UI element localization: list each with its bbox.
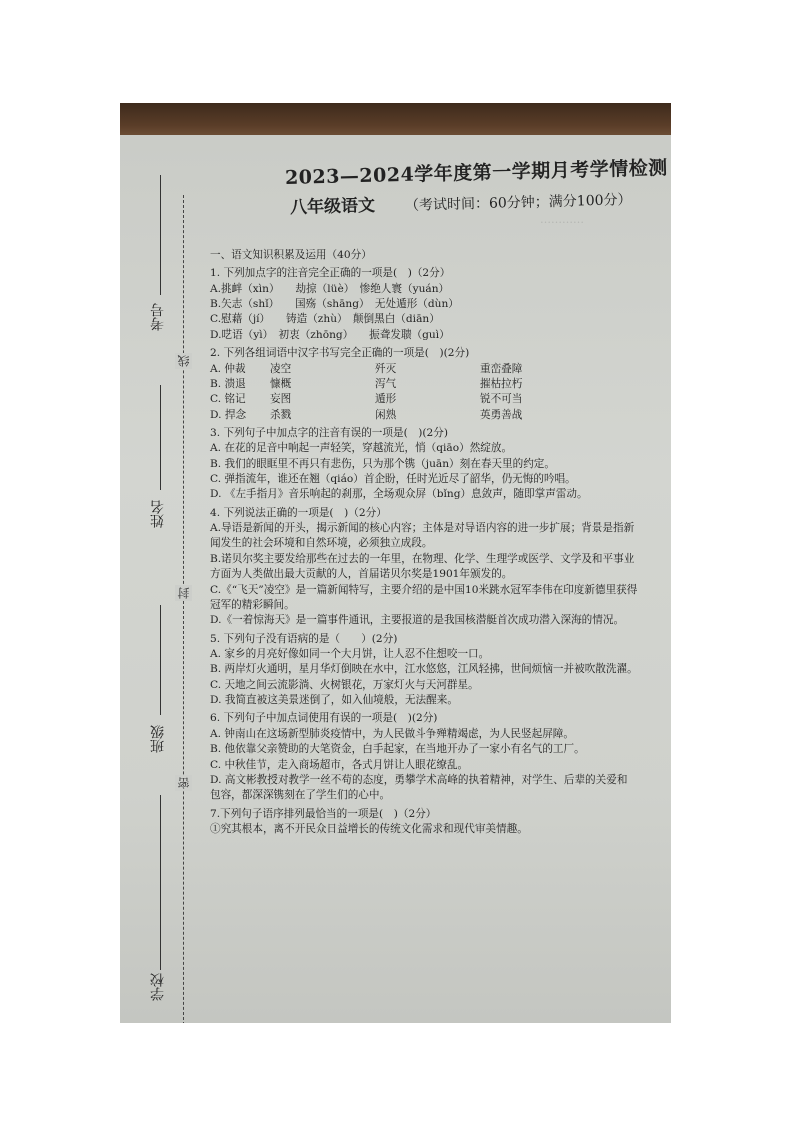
question-3 <box>210 426 665 503</box>
q1-option-c: C.慰藉（jí） 铸造（zhù） 颠倒黑白（diān） <box>210 313 440 326</box>
q2-cell: 泻气 <box>375 377 397 390</box>
q2-cell: A. 仲裁 <box>210 362 246 375</box>
question-body <box>210 248 665 837</box>
question-4 <box>210 506 665 629</box>
q3-option-d: D. 《左手指月》音乐响起的刹那，全场观众屏（bǐng）息敛声，随即掌声雷动。 <box>210 488 588 501</box>
q5-option-a: A. 家乡的月亮好像如同一个大月饼，让人忍不住想咬一口。 <box>210 647 490 660</box>
q6-option-b: B. 他依靠父亲赞助的大笔资金，白手起家，在当地开办了一家小有名气的工厂。 <box>210 743 585 756</box>
q2-cell: 英勇善战 <box>480 408 523 421</box>
xuexiao-label: 学校 <box>150 973 166 1001</box>
q3-option-c: C. 弹指流年，谁还在翘（qiáo）首企盼，任时光近尽了韶华，仍无悔的吟唱。 <box>210 473 576 486</box>
question-5 <box>210 632 665 709</box>
banji-label: 班级 <box>150 725 166 753</box>
q4-option-b-cont: 方面为人类做出最大贡献的人，首届诺贝尔奖是1901年颁发的。 <box>210 568 513 581</box>
xingming-underline <box>160 385 161 490</box>
q2-cell: 妄图 <box>270 393 292 406</box>
q4-option-a-cont: 闻发生的社会环境和自然环境，必须独立成段。 <box>210 537 433 550</box>
q4-stem: 4. 下列说法正确的一项是( )（2分） <box>210 506 387 519</box>
subject-name: 八年级语文 <box>289 195 376 218</box>
q6-option-d: D. 高文彬教授对教学一丝不苟的态度，勇攀学术高峰的执着精神，对学生、后辈的关爱和 <box>210 773 628 786</box>
q2-cell: 歼灭 <box>375 362 397 375</box>
q2-cell: 锐不可当 <box>480 393 523 406</box>
q7-sentence-1: ①究其根本，离不开民众日益增长的传统文化需求和现代审美情趣。 <box>210 822 528 835</box>
banji-underline <box>160 605 161 715</box>
q1-stem: 1. 下列加点字的注音完全正确的一项是( )（2分） <box>210 267 451 280</box>
q2-cell: C. 铭记 <box>210 393 246 406</box>
exam-photo <box>120 103 671 1023</box>
q4-option-c-cont: 冠军的精彩瞬间。 <box>210 598 295 611</box>
q6-option-a: A. 钟南山在这场新型肺炎疫情中，为人民做斗争殚精竭虑，为人民竖起屏障。 <box>210 727 574 740</box>
q2-option-row <box>210 408 665 423</box>
q1-option-b: B.矢志（shǐ） 国殇（shāng） 无处遁形（dùn） <box>210 298 459 311</box>
q1-option-d: D.呓语（yì） 初衷（zhōng） 振聋发聩（guì） <box>210 328 450 341</box>
q2-cell: B. 溃退 <box>210 377 246 390</box>
q2-option-row <box>210 377 665 392</box>
q4-option-d: D.《一着惊海天》是一篇事件通讯，主要报道的是我国核潜艇首次成功潜入深海的情况。 <box>210 614 625 627</box>
q2-cell: 重峦叠障 <box>480 362 523 375</box>
photo-edge-shadow <box>120 103 671 135</box>
kaohao-label: 考号 <box>150 303 166 331</box>
question-6 <box>210 711 665 803</box>
cut-line-mi: 密 <box>177 777 191 789</box>
q3-option-a: A. 在花的足音中响起一声轻笑，穿越流光，悄（qiāo）然绽放。 <box>210 442 513 455</box>
q6-option-c: C. 中秋佳节，走入商场超市，各式月饼让人眼花缭乱。 <box>210 758 469 771</box>
q5-option-d: D. 我简直被这美景迷倒了，如入仙境般，无法醒来。 <box>210 694 458 707</box>
q2-cell: 杀戮 <box>270 408 292 421</box>
q2-option-row <box>210 392 665 407</box>
q2-cell: 遁形 <box>375 393 397 406</box>
q4-option-c: C.《“飞天”凌空》是一篇新闻特写，主要介绍的是中国10米跳水冠军李伟在印度新德里获得 <box>210 583 638 596</box>
section-heading: 一、语文知识积累及运用（40分） <box>210 249 372 261</box>
question-7 <box>210 807 665 838</box>
q4-option-a: A.导语是新闻的开头，揭示新闻的核心内容；主体是对导语内容的进一步扩展；背景是指新 <box>210 522 635 535</box>
binding-dashed-line <box>183 195 184 1023</box>
q4-option-b: B.诺贝尔奖主要发给那些在过去的一年里，在物理、化学、生理学或医学、文学及和平事业 <box>210 552 635 565</box>
q1-option-a: A.挑衅（xìn） 劫掠（lüè） 惨绝人寰（yuán） <box>210 282 450 295</box>
cut-line-feng: 封 <box>177 587 191 599</box>
q6-option-d-cont: 包容，都深深镌刻在了学生们的心中。 <box>210 789 391 802</box>
q2-cell: 摧枯拉朽 <box>480 377 523 390</box>
binding-margin <box>120 135 190 1023</box>
q2-stem: 2. 下列各组词语中汉字书写完全正确的一项是( )(2分) <box>210 347 470 360</box>
kaohao-underline <box>160 175 161 295</box>
cut-line-xian: 线 <box>177 355 191 367</box>
q5-option-c: C. 天地之间云流影淌、火树银花，万家灯火与天河群星。 <box>210 678 479 691</box>
q2-option-row <box>210 362 665 377</box>
question-2 <box>210 346 665 423</box>
q3-option-b: B. 我们的眼眶里不再只有悲伤，只为那个镌（juān）刻在春天里的约定。 <box>210 457 555 470</box>
q6-stem: 6. 下列句子中加点词使用有误的一项是( )(2分) <box>210 712 438 725</box>
q3-stem: 3. 下列句子中加点字的注音有误的一项是( )(2分) <box>210 426 449 439</box>
q5-option-b: B. 两岸灯火通明，星月华灯倒映在水中，江水悠悠，江风轻拂，世间烦恼一并被吹散洗濯。 <box>210 663 638 676</box>
q2-cell: 凌空 <box>270 362 292 375</box>
exam-title: 2023—2024学年度第一学期月考学情检测 <box>284 156 668 189</box>
xingming-label: 姓名 <box>150 500 166 528</box>
exam-info: （考试时间：60分钟；满分100分） <box>404 192 632 214</box>
q2-cell: 闲熟 <box>375 408 397 421</box>
q5-stem: 5. 下列句子没有语病的是（ ）(2分) <box>210 632 398 645</box>
xuexiao-underline <box>160 795 161 970</box>
q2-cell: 慷概 <box>270 377 292 390</box>
q2-cell: D. 捍念 <box>210 408 247 421</box>
q7-stem: 7.下列句子语序排列最恰当的一项是( )（2分） <box>210 807 437 820</box>
bleed-through-text: ………… <box>540 213 584 226</box>
question-1 <box>210 266 665 343</box>
